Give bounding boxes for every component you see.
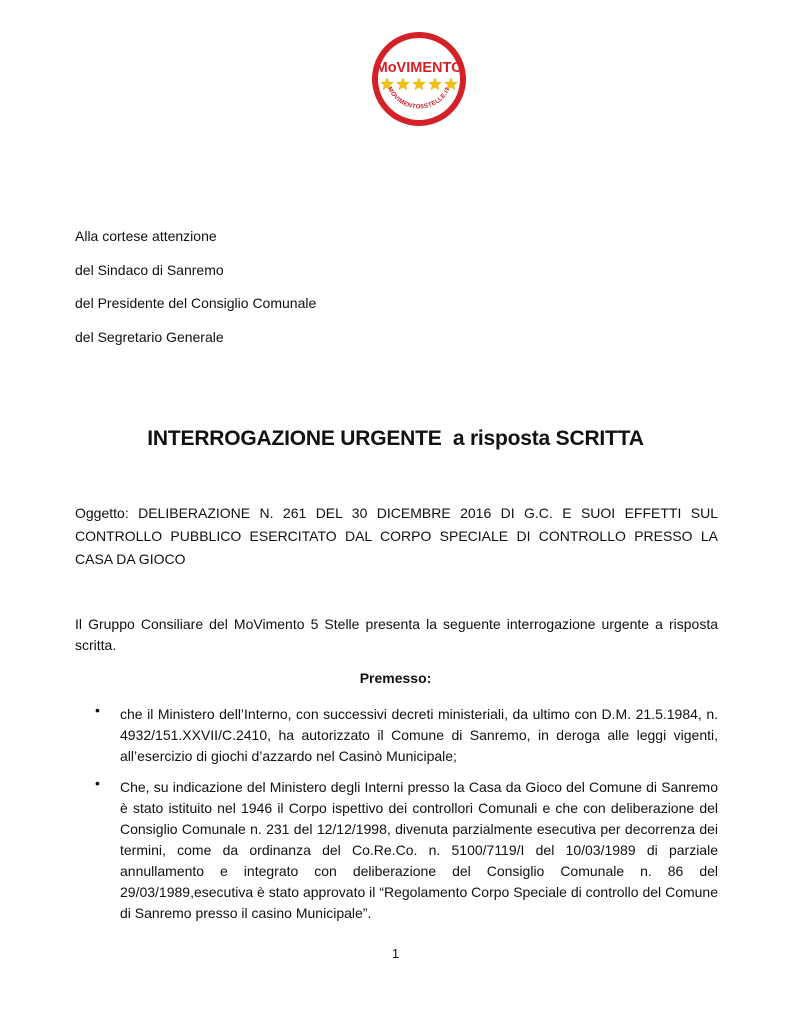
- addressee-line: del Presidente del Consiglio Comunale: [75, 295, 317, 311]
- document-title: [0, 427, 791, 451]
- premise-item: Che, su indicazione del Ministero degli Interni presso la Casa da Gioco del Comune di Sanremo è stato istituito nel 1946 il Corpo ispettivo dei controllori Comunali e che con deliberazione del Consiglio Comunale n. 231 del 12/12/1998, divenuta parzialmente esecutiva per decorrenza dei termini, come da ordinanza del Co.Re.Co. n. 5100/7119/I del 10/03/1989 di parziale annullamento e integrato con deliberazione del Consiglio Comunale n. 86 del 29/03/1989,esecutiva è stato approvato il “Regolamento Corpo Speciale di controllo del Comune di Sanremo presso il casino Municipale”.: [120, 779, 718, 921]
- page-number: 1: [391, 946, 400, 961]
- premise-heading: Premesso:: [359, 670, 432, 686]
- addressee-line: Alla cortese attenzione: [75, 228, 217, 244]
- title-text: INTERROGAZIONE URGENTE a risposta SCRITTA: [147, 427, 644, 450]
- addressee-line: del Segretario Generale: [75, 329, 224, 345]
- logo-brand-text: MoVIMENTO: [375, 60, 463, 76]
- bullet-icon: •: [95, 702, 100, 718]
- subject-paragraph: Oggetto: DELIBERAZIONE N. 261 DEL 30 DICEMBRE 2016 DI G.C. E SUOI EFFETTI SUL CONTROLLO PUBBLICO ESERCITATO DAL CORPO SPECIALE DI CONTROLLO PRESSO LA CASA DA GIOCO: [75, 505, 718, 567]
- premise-item: che il Ministero dell’Interno, con successivi decreti ministeriali, da ultimo con D.M. 21.5.1984, n. 4932/151.XXVII/C.2410, ha autorizzato il Comune di Sanremo, in deroga alle leggi vigenti, all’esercizio di giochi d’azzardo nel Casinò Municipale;: [120, 706, 718, 764]
- intro-paragraph: Il Gruppo Consiliare del MoVimento 5 Stelle presenta la seguente interrogazione urgente a risposta scritta.: [75, 616, 718, 653]
- movimento-5-stelle-logo: [365, 28, 473, 130]
- logo-url-text: MOVIMENTO5STELLE.IT: [385, 85, 452, 111]
- bullet-icon: •: [95, 775, 100, 791]
- addressee-line: del Sindaco di Sanremo: [75, 262, 224, 278]
